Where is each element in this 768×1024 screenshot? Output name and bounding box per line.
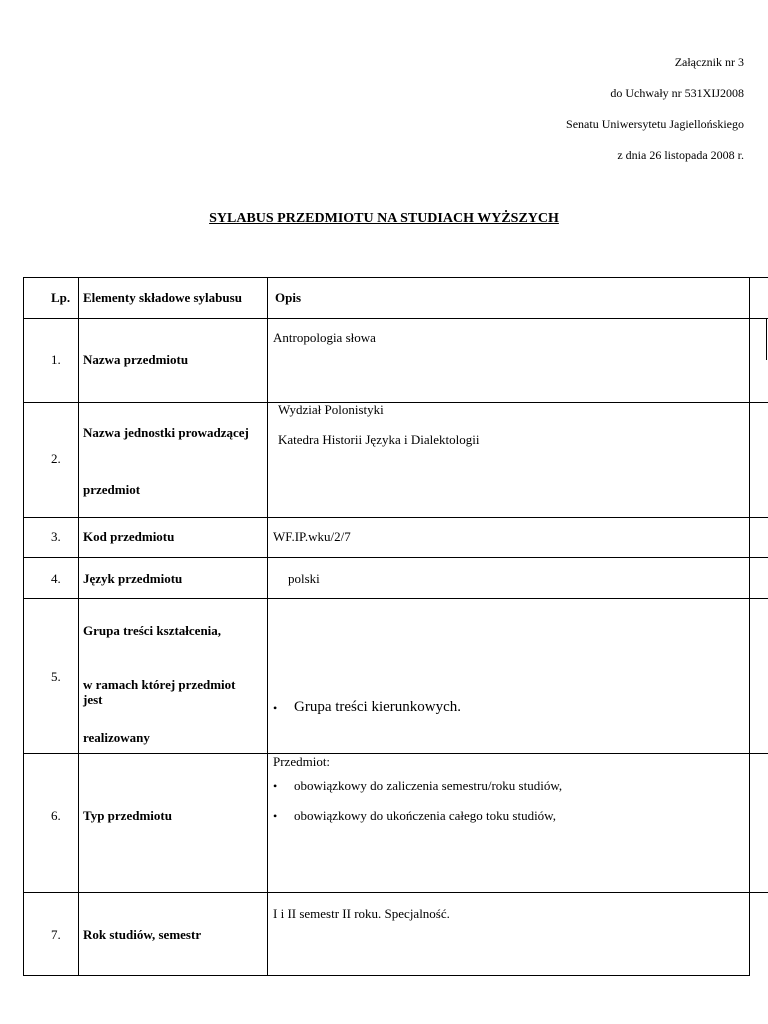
row-value-bullet: obowiązkowy do zaliczenia semestru/roku studiów,	[294, 778, 563, 793]
row-number: 5.	[51, 669, 61, 684]
table-line-h3	[23, 517, 768, 518]
row-value: WF.IP.wku/2/7	[273, 529, 351, 544]
row-number: 1.	[51, 352, 61, 367]
bullet-icon: •	[273, 809, 278, 823]
row-value-bullet: Grupa treści kierunkowych.	[294, 699, 462, 715]
row-value-bullet: obowiązkowy do ukończenia całego toku studiów,	[294, 808, 556, 823]
column-header-opis: Opis	[275, 290, 302, 305]
row-label-continued: realizowany	[83, 730, 150, 745]
table-line-v4	[766, 318, 767, 360]
row-label: Nazwa przedmiotu	[83, 352, 189, 367]
table-line-h4	[23, 557, 768, 558]
row-value: Antropologia słowa	[273, 330, 376, 345]
column-header-elements: Elementy składowe sylabusu	[83, 290, 242, 305]
bullet-icon: •	[273, 701, 278, 715]
row-label-continued: jest	[83, 692, 103, 707]
page-title: SYLABUS PRZEDMIOTU NA STUDIACH WYŻSZYCH	[209, 211, 559, 226]
row-label: Język przedmiotu	[83, 571, 183, 586]
table-border-bottom	[23, 975, 750, 976]
table-border-top	[23, 277, 768, 278]
row-value-intro: Przedmiot:	[273, 754, 331, 769]
row-number: 3.	[51, 529, 61, 544]
row-label: Kod przedmiotu	[83, 529, 175, 544]
row-label: Rok studiów, semestr	[83, 927, 202, 942]
row-number: 7.	[51, 927, 61, 942]
table-line-v3	[749, 277, 750, 976]
bullet-icon: •	[273, 779, 278, 793]
column-header-lp: Lp.	[51, 290, 71, 305]
table-line-h6	[23, 753, 768, 754]
row-label: Typ przedmiotu	[83, 808, 172, 823]
table-line-h5	[23, 598, 768, 599]
table-line-v1	[78, 277, 79, 976]
table-line-h7	[23, 892, 768, 893]
header-line-2: do Uchwały nr 531XIJ2008	[610, 86, 744, 100]
table-border-left	[23, 277, 24, 976]
row-label: Nazwa jednostki prowadzącej	[83, 425, 249, 440]
row-number: 6.	[51, 808, 61, 823]
header-line-4: z dnia 26 listopada 2008 r.	[617, 148, 744, 162]
row-value: I i II semestr II roku. Specjalność.	[273, 906, 450, 921]
row-label-continued: w ramach której przedmiot	[83, 677, 236, 692]
row-value-continued: Katedra Historii Języka i Dialektologii	[278, 432, 480, 447]
row-number: 4.	[51, 571, 61, 586]
row-value: Wydział Polonistyki	[278, 402, 384, 417]
table-line-v2	[267, 277, 268, 976]
row-value: polski	[288, 571, 320, 586]
header-line-3: Senatu Uniwersytetu Jagiellońskiego	[566, 117, 744, 131]
row-label: Grupa treści kształcenia,	[83, 623, 222, 638]
table-line-h2	[23, 402, 768, 403]
row-number: 2.	[51, 451, 61, 466]
row-label-continued: przedmiot	[83, 482, 141, 497]
table-line-h1	[23, 318, 768, 319]
header-line-1: Załącznik nr 3	[674, 55, 744, 69]
